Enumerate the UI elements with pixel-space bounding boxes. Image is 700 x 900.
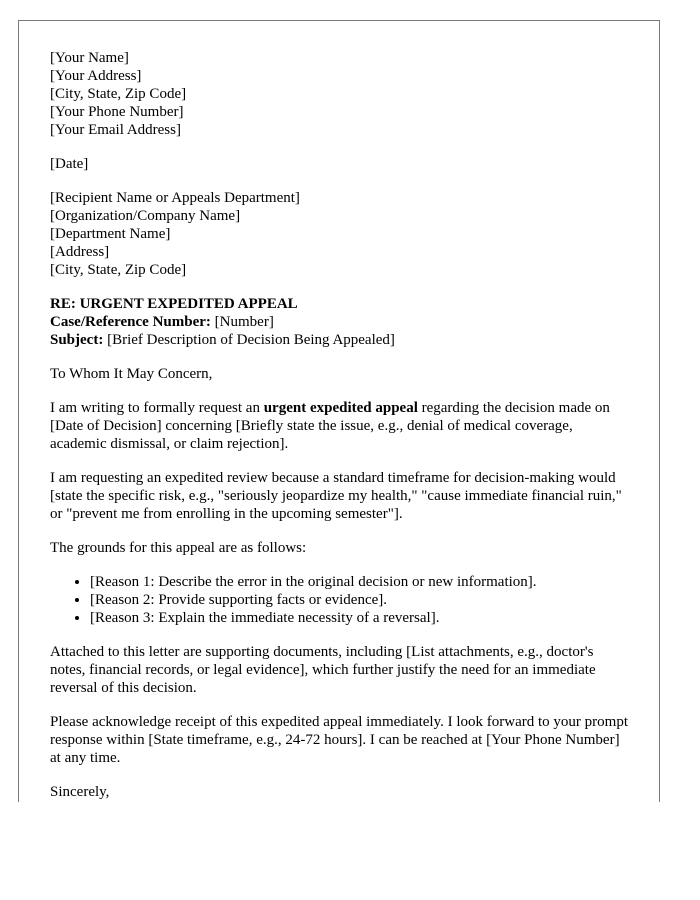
sender-address-block [50,49,629,139]
case-reference-label: Case/Reference Number: [50,314,211,330]
paragraph-attachments: Attached to this letter are supporting documents, including [List attachments, e.g., doctor's notes, financial records, or legal evidence], which further justify the need for an immediate reversal of this decision. [50,644,596,696]
recipient-organization: [Organization/Company Name] [50,208,241,224]
sender-phone: [Your Phone Number] [50,104,184,120]
sender-address: [Your Address] [50,68,142,84]
sender-name: [Your Name] [50,50,129,66]
sender-city-state-zip: [City, State, Zip Code] [50,86,187,102]
subject-line [50,331,629,349]
case-reference-line [50,313,629,331]
letter-date: [Date] [50,156,89,172]
sender-email: [Your Email Address] [50,122,181,138]
subject-value: [Brief Description of Decision Being Appealed] [103,332,395,348]
date-block [50,155,629,173]
re-line: RE: URGENT EXPEDITED APPEAL [50,296,298,312]
list-item: • [Reason 2: Provide supporting facts or evidence]. [90,591,629,609]
letter-page [18,20,660,802]
list-item: • [Reason 1: Describe the error in the original decision or new information]. [90,573,629,591]
reasons-list [50,573,629,627]
paragraph-request-end: regarding the decision made on [Date of Decision] concerning [Briefly state the issue, e.g., denial of medical coverage, academic dismissal, or claim rejection]. [50,400,610,452]
recipient-department: [Department Name] [50,226,171,242]
closing: Sincerely, [50,784,110,800]
recipient-city-state-zip: [City, State, Zip Code] [50,262,187,278]
case-reference-value: [Number] [210,314,274,330]
salutation: To Whom It May Concern, [50,366,213,382]
paragraph-expedite-reason: I am requesting an expedited review because a standard timeframe for decision-making would [state the specific risk, e.g., "seriously jeopardize my health," "cause immediate financial ruin," or "prevent me from enrolling in the upcoming semester"]. [50,470,622,522]
recipient-name: [Recipient Name or Appeals Department] [50,190,300,206]
paragraph-request [50,399,629,453]
recipient-address-block [50,189,629,279]
recipient-address: [Address] [50,244,110,260]
list-item: • [Reason 3: Explain the immediate necessity of a reversal]. [90,609,629,627]
paragraph-request-emphasis: urgent expedited appeal [263,400,418,416]
paragraph-acknowledge: Please acknowledge receipt of this expedited appeal immediately. I look forward to your prompt response within [State timeframe, e.g., 24-72 hours]. I can be reached at [Your Phone Number] at any time. [50,714,629,766]
grounds-intro: The grounds for this appeal are as follows: [50,540,307,556]
subject-label: Subject: [50,332,104,348]
re-block [50,295,629,349]
paragraph-request-start: I am writing to formally request an [50,400,264,416]
